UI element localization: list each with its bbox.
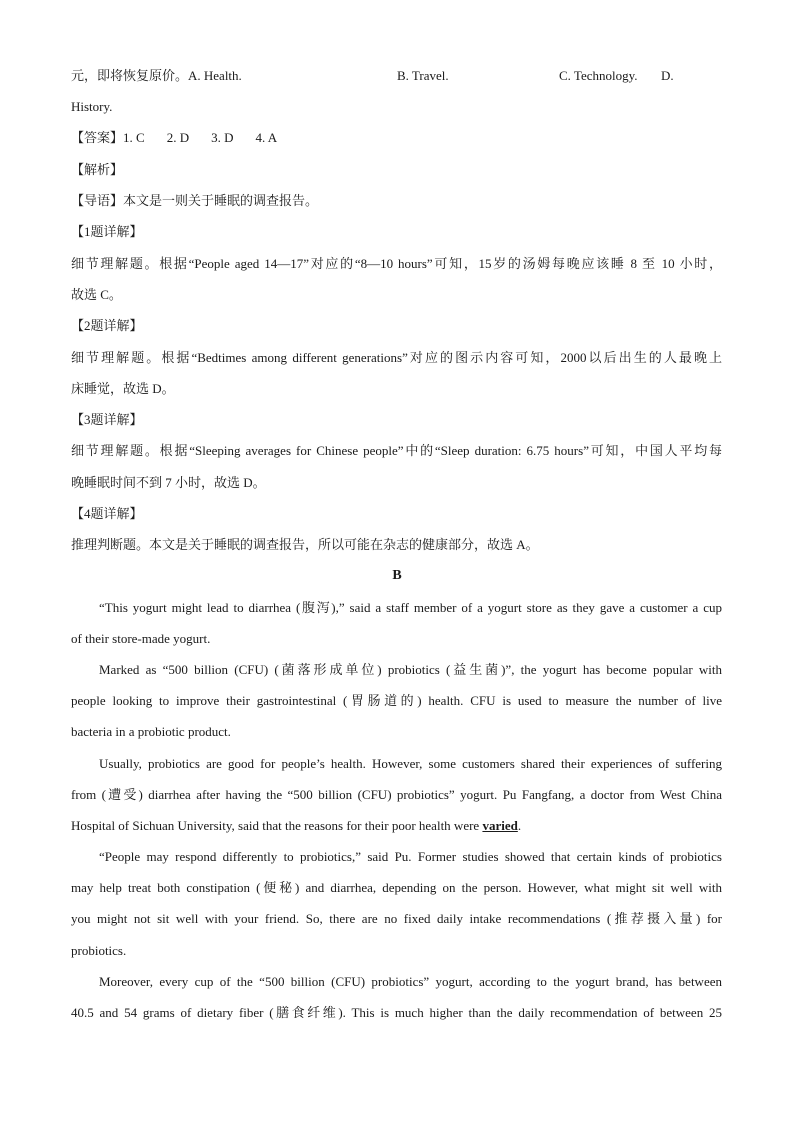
option-d-text: History. [71, 99, 113, 114]
q1-heading: 【1题详解】 [71, 224, 143, 239]
passage-p3-line3 [71, 818, 521, 834]
answer-item: 3. D [211, 130, 234, 145]
passage-p4-line3: you might not sit well with your friend. So, there are no fixed daily intake recommendations (推荐摄入量) for [71, 911, 722, 926]
highlighted-word: varied [482, 818, 518, 833]
passage-p5-line2: 40.5 and 54 grams of dietary fiber (膳食纤维). This is much higher than the daily recommendation of between 25 [71, 1005, 722, 1020]
passage-p5-line1: Moreover, every cup of the “500 billion (CFU) probiotics” yogurt, according to the yogurt brand, has between [99, 974, 722, 989]
passage-p1-line2: of their store-made yogurt. [71, 631, 211, 646]
answer-item: 4. A [255, 130, 278, 145]
option-d: D. [661, 68, 674, 83]
option-b: B. Travel. [397, 68, 449, 83]
intro-text: 【导语】本文是一则关于睡眠的调查报告。 [71, 193, 319, 208]
q3-line2: 晚睡眠时间不到 7 小时，故选 D。 [71, 475, 266, 490]
answer-item: 2. D [166, 130, 190, 145]
section-heading: B [392, 568, 402, 583]
q2-heading: 【2题详解】 [71, 318, 143, 333]
option-c: C. Technology. [559, 68, 638, 83]
passage-p4-line1: “People may respond differently to probiotics,” said Pu. Former studies showed that certain kinds of probiotics [99, 849, 722, 864]
answer-label: 【答案】 [71, 130, 124, 145]
passage-p4-line2: may help treat both constipation (便秘) and diarrhea, depending on the person. However, what might sit well with [71, 880, 722, 895]
passage-p2-line3: bacteria in a probiotic product. [71, 724, 231, 739]
q2-line2: 床睡觉，故选 D。 [71, 381, 175, 396]
period: . [517, 818, 522, 833]
q1-line1: 细节理解题。根据“People aged 14—17”对应的“8—10 hours”可知，15岁的汤姆每晚应该睡 8 至 10 小时， [71, 256, 722, 271]
q2-line1: 细节理解题。根据“Bedtimes among different generations”对应的图示内容可知，2000以后出生的人最晚上 [71, 350, 722, 365]
passage-p3-line2: from (遭受) diarrhea after having the “500 billion (CFU) probiotics” yogurt. Pu Fangfang, a doctor from West China [71, 787, 722, 802]
q4-line1: 推理判断题。本文是关于睡眠的调查报告，所以可能在杂志的健康部分，故选 A。 [71, 537, 539, 552]
answer-line [71, 130, 299, 146]
q3-line1: 细节理解题。根据“Sleeping averages for Chinese people”中的“Sleep duration: 6.75 hours”可知，中国人平均每 [71, 443, 722, 458]
passage-p3-line1: Usually, probiotics are good for people’s health. However, some customers shared their experiences of suffering [99, 756, 722, 771]
passage-p2-line2: people looking to improve their gastrointestinal (胃肠道的) health. CFU is used to measure the number of live [71, 693, 722, 708]
q3-heading: 【3题详解】 [71, 412, 143, 427]
analysis-label: 【解析】 [71, 162, 124, 177]
q4-heading: 【4题详解】 [71, 506, 143, 521]
passage-p4-line4: probiotics. [71, 943, 127, 958]
passage-p2-line1: Marked as “500 billion (CFU) (菌落形成单位) probiotics (益生菌)”, the yogurt has become popular with [99, 662, 722, 677]
answer-item: 1. C [123, 130, 145, 145]
option-line-a: 元，即将恢复原价。A. Health. [71, 68, 242, 83]
q1-line2: 故选 C。 [71, 287, 122, 302]
passage-p3-line3-text: Hospital of Sichuan University, said that the reasons for their poor health were [71, 818, 480, 833]
passage-p1-line1: “This yogurt might lead to diarrhea (腹泻),” said a staff member of a yogurt store as they gave a customer a cup [99, 600, 722, 615]
